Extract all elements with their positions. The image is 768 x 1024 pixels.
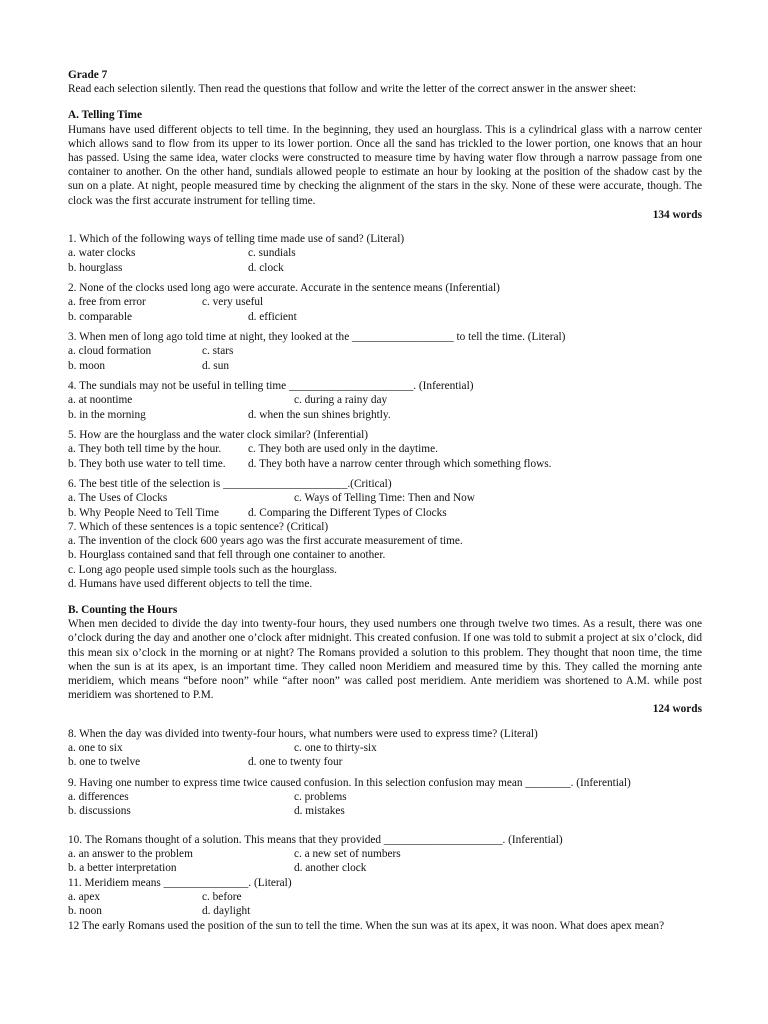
choice-b: b. moon <box>68 359 106 372</box>
question-12 <box>68 919 702 933</box>
choice-b: b. Hourglass contained sand that fell through one container to another. <box>68 549 386 562</box>
choice-c: c. during a rainy day <box>294 394 388 407</box>
question-8 <box>68 727 702 770</box>
question-5 <box>68 428 702 471</box>
choice-c: c. sundials <box>248 247 296 260</box>
choice-d: d. one to twenty four <box>248 756 343 769</box>
question-11 <box>68 876 702 919</box>
question-text: 6. The best title of the selection is ______________________.(Critical) <box>68 477 392 490</box>
instructions: Read each selection silently. Then read the questions that follow and write the letter of the correct answer in the answer sheet: <box>68 83 637 96</box>
choice-c: c. stars <box>202 345 234 358</box>
question-7 <box>68 520 702 591</box>
choice-a: a. They both tell time by the hour. <box>68 443 222 456</box>
question-9 <box>68 776 702 819</box>
choice-a: a. at noontime <box>68 394 133 407</box>
choice-c: c. a new set of numbers <box>294 847 401 860</box>
choice-c: c. Ways of Telling Time: Then and Now <box>294 492 475 505</box>
section-b-passage: When men decided to divide the day into twenty-four hours, they used numbers one through twelve two times. As a result, there was one o’clock during the day and another one o’clock after midnight. This created confusion. If one was told to submit a project at six o’clock, did this mean six o’clock in the morning or at night? The Romans provided a solution to this problem. They thought that noon time, the time when the sun is at its apex, is an important time. They called noon Meridiem and measured time by this. They called the morning ante meridiem, which means “before noon” while “after noon” was called post meridiem. Ante meridiem was shortened to A.M. while post meridiem was shortened to P.M. <box>68 618 702 702</box>
choice-b: b. Why People Need to Tell Time <box>68 506 219 519</box>
choice-d: d. when the sun shines brightly. <box>248 408 391 421</box>
choice-c: c. problems <box>294 790 347 803</box>
question-text: 3. When men of long ago told time at night, they looked at the __________________ to tell the time. (Literal) <box>68 331 566 343</box>
question-10 <box>68 833 702 876</box>
choice-d: d. clock <box>248 261 284 274</box>
section-a-passage: Humans have used different objects to tell time. In the beginning, they used an hourglass. This is a cylindrical glass with a narrow center which allows sand to flow from its upper to its lower portion. Once all the sand has trickled to the lower portion, one knows that an hour has passed. Using the same idea, water clocks were constructed to measure time by having water flow through a narrow passage from one container to another. On the other hand, sundials allowed people to estimate an hour by looking at the position of the shadow cast by the sun on a plate. At night, people measured time by checking the alignment of the stars in the sky. None of these were accurate, though. The clock was the first accurate instrument for telling time. <box>68 123 702 207</box>
question-text: 8. When the day was divided into twenty-four hours, what numbers were used to express time? (Literal) <box>68 727 538 740</box>
question-2 <box>68 281 702 324</box>
question-text: 11. Meridiem means _______________. (Literal) <box>68 876 292 889</box>
choice-d: d. daylight <box>202 905 251 918</box>
question-text: 4. The sundials may not be useful in telling time ______________________. (Inferential) <box>68 379 474 392</box>
question-6 <box>68 477 702 520</box>
question-text: 9. Having one number to express time twice caused confusion. In this selection confusion may mean ________. (Inferential) <box>68 776 631 789</box>
choice-a: a. free from error <box>68 296 146 309</box>
question-1 <box>68 232 702 275</box>
choice-a: a. water clocks <box>68 247 136 260</box>
choice-b: b. comparable <box>68 310 132 323</box>
section-a-word-count: 134 words <box>652 208 702 221</box>
choice-c: c. one to thirty-six <box>294 741 377 754</box>
choice-d: d. another clock <box>294 862 367 875</box>
worksheet-page <box>68 68 702 933</box>
choice-a: a. differences <box>68 790 129 803</box>
choice-d: d. efficient <box>248 310 297 323</box>
question-text: 7. Which of these sentences is a topic sentence? (Critical) <box>68 520 329 533</box>
choice-b: b. one to twelve <box>68 756 141 769</box>
section-a-title: A. Telling Time <box>68 109 142 122</box>
choice-c: c. before <box>202 890 242 903</box>
choice-d: d. Comparing the Different Types of Clocks <box>248 506 447 519</box>
choice-b: b. discussions <box>68 805 131 818</box>
choice-a: a. apex <box>68 890 100 903</box>
question-text: 1. Which of the following ways of telling time made use of sand? (Literal) <box>68 233 405 246</box>
choice-b: b. noon <box>68 905 102 918</box>
choice-c: c. Long ago people used simple tools such as the hourglass. <box>68 563 337 576</box>
choice-a: a. one to six <box>68 741 123 754</box>
question-text: 2. None of the clocks used long ago were accurate. Accurate in the sentence means (Inferential) <box>68 282 500 295</box>
choice-d: d. mistakes <box>294 805 345 818</box>
section-b-title: B. Counting the Hours <box>68 603 178 616</box>
question-text: 5. How are the hourglass and the water clock similar? (Inferential) <box>68 428 368 441</box>
choice-d: d. They both have a narrow center through which something flows. <box>248 457 552 470</box>
question-4 <box>68 379 702 422</box>
grade-heading: Grade 7 <box>68 69 108 81</box>
choice-a: a. cloud formation <box>68 345 152 358</box>
choice-a: a. The Uses of Clocks <box>68 492 168 505</box>
question-3 <box>68 330 702 373</box>
choice-b: b. a better interpretation <box>68 862 177 875</box>
choice-d: d. sun <box>202 359 229 372</box>
choice-b: b. in the morning <box>68 408 146 421</box>
choice-b: b. hourglass <box>68 261 123 274</box>
section-b-word-count: 124 words <box>652 703 702 716</box>
choice-b: b. They both use water to tell time. <box>68 457 226 470</box>
question-text: 12 The early Romans used the position of the sun to tell the time. When the sun was at its apex, it was noon. What does apex mean? <box>68 919 665 932</box>
choice-a: a. The invention of the clock 600 years ago was the first accurate measurement of time. <box>68 535 463 548</box>
choice-c: c. very useful <box>202 296 264 309</box>
choice-d: d. Humans have used different objects to tell the time. <box>68 577 313 590</box>
choice-c: c. They both are used only in the daytime. <box>248 443 438 456</box>
choice-a: a. an answer to the problem <box>68 847 193 860</box>
question-text: 10. The Romans thought of a solution. This means that they provided _____________________. (Inferential) <box>68 833 563 846</box>
